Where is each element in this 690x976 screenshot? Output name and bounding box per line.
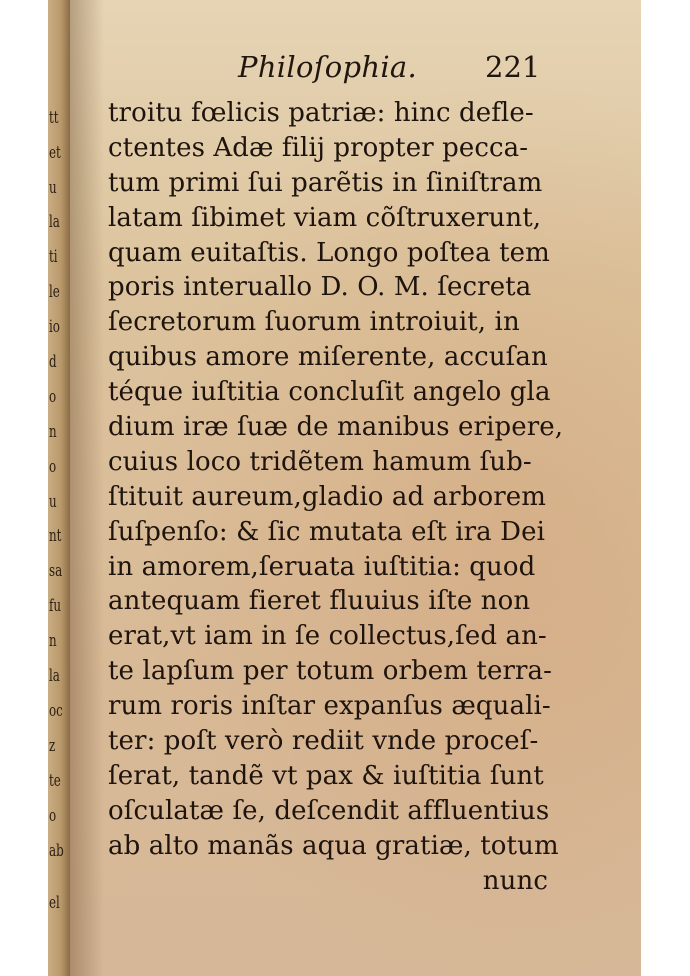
catchword: nunc <box>482 865 548 896</box>
facing-page-fragment: io <box>49 317 60 337</box>
facing-page-fragment: la <box>49 666 60 686</box>
text-line: ſecretorum ſuorum introiuit, in <box>108 307 520 338</box>
facing-page-fragment: d <box>49 352 57 372</box>
facing-page-fragment: le <box>49 282 60 302</box>
text-line: in amorem,ſeruata iuſtitia: quod <box>108 551 536 582</box>
facing-page-fragment: nt <box>49 526 62 546</box>
facing-page-fragment: z <box>49 736 56 756</box>
facing-page-fragment: ab <box>49 841 64 861</box>
facing-page-fragment: u <box>49 492 57 512</box>
text-line: téque iuſtitia concluſit angelo gla <box>108 377 551 408</box>
book-page <box>70 0 641 976</box>
text-line: ab alto manãs aqua gratiæ, totum <box>108 830 559 861</box>
text-line: troitu fœlicis patriæ: hinc defle- <box>108 98 534 128</box>
facing-page-fragment: la <box>49 212 60 232</box>
text-line: erat,vt iam in ſe collectus,ſed an- <box>108 621 547 652</box>
text-line: ſtituit aureum,gladio ad arborem <box>108 481 546 512</box>
text-line: oſculatæ ſe, deſcendit affluentius <box>108 795 550 826</box>
text-line: tum primi ſui parẽtis in ſiniſtram <box>108 167 543 198</box>
facing-page-fragment: u <box>49 178 57 198</box>
page-number: 221 <box>485 50 541 84</box>
text-line: latam ſibimet viam cõſtruxerunt, <box>108 202 542 233</box>
facing-page-fragment: fu <box>49 596 62 616</box>
facing-page-fragment: et <box>49 143 61 163</box>
facing-page-fragment: ti <box>49 247 58 267</box>
text-line: ſuſpenſo: & ſic mutata eſt ira Dei <box>108 516 545 547</box>
text-line: te lapſum per totum orbem terra- <box>108 656 552 687</box>
facing-page-fragment: o <box>49 806 57 826</box>
facing-page-fragment: o <box>49 457 57 477</box>
text-line: ſerat, tandẽ vt pax & iuſtitia ſunt <box>108 760 544 791</box>
facing-page-fragment: te <box>49 771 61 791</box>
facing-page-fragment: oc <box>49 701 63 721</box>
text-line: cuius loco tridẽtem hamum ſub- <box>108 446 532 477</box>
text-line: dium iræ ſuæ de manibus eripere, <box>108 412 564 443</box>
running-head: Philoſophia. <box>238 50 418 84</box>
facing-page-fragment: tt <box>49 108 59 128</box>
facing-page-fragment: sa <box>49 561 63 581</box>
facing-page-fragment: o <box>49 387 57 407</box>
facing-page-fragment: n <box>49 631 57 651</box>
text-line: quibus amore miſerente, accuſan <box>108 342 548 373</box>
text-line: ter: poſt verò rediit vnde proceſ- <box>108 726 539 757</box>
gutter-shadow <box>70 0 104 976</box>
page-header <box>70 50 641 86</box>
text-line: quam euitaſtis. Longo poſtea tem <box>108 237 550 268</box>
facing-page-fragment: el <box>49 893 60 913</box>
text-line: antequam fieret fluuius iſte non <box>108 586 531 617</box>
body-text <box>108 96 564 898</box>
facing-page-edge <box>48 0 70 976</box>
facing-page-fragment: n <box>49 422 57 442</box>
text-line: rum roris inſtar expanſus æquali- <box>108 691 551 722</box>
text-line: poris interuallo D. O. M. ſecreta <box>108 272 532 303</box>
text-line: ctentes Adæ filij propter pecca- <box>108 132 529 163</box>
